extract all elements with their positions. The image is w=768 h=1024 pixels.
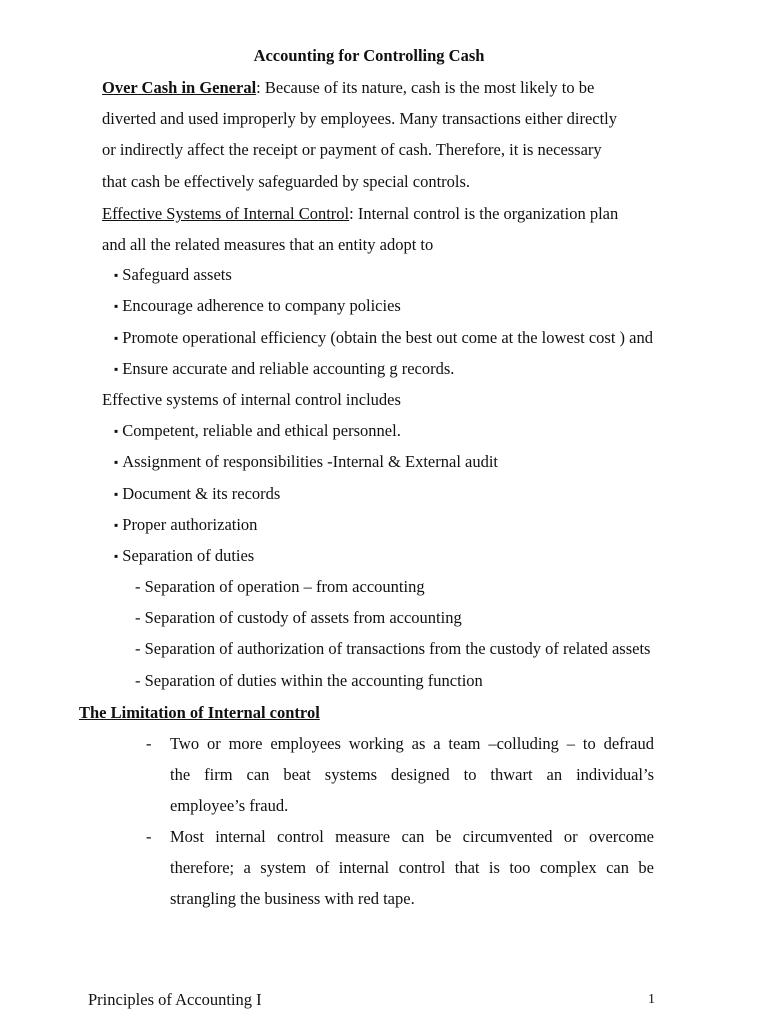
limitation-item-line: strangling the business with red tape. (170, 889, 415, 908)
limitation-item-line: employee’s fraud. (170, 796, 289, 815)
sub-item: - Separation of duties within the accounting function (135, 671, 483, 690)
limitation-item-line: Most internal control measure can be circumvented or overcome (170, 827, 654, 846)
bullet-item: ▪ Safeguard assets (114, 265, 232, 286)
page-number: 1 (648, 992, 655, 1007)
limitation-item-line: the firm can beat systems designed to thwart an individual’s (170, 765, 654, 784)
dash-marker: - (146, 734, 152, 753)
section-cash-in-general-line-1 (102, 78, 594, 98)
sub-item: - Separation of custody of assets from accounting (135, 608, 462, 627)
sub-item: - Separation of operation – from accounting (135, 577, 425, 596)
paragraph-line: Effective systems of internal control includes (102, 390, 401, 409)
footer-course-title: Principles of Accounting I (88, 990, 262, 1009)
bullet-item: ▪ Encourage adherence to company policies (114, 296, 401, 317)
section-heading-limitation: The Limitation of Internal control (79, 703, 320, 722)
paragraph-line: that cash be effectively safeguarded by special controls. (102, 172, 471, 191)
bullet-item: ▪ Ensure accurate and reliable accounting g records. (114, 359, 454, 380)
paragraph-line: or indirectly affect the receipt or payment of cash. Therefore, it is necessary (102, 140, 602, 159)
bullet-item: ▪ Assignment of responsibilities -Internal & External audit (114, 452, 498, 473)
paragraph-line: diverted and used improperly by employees. Many transactions either directly (102, 109, 618, 128)
section-heading-internal-control: Effective Systems of Internal Control (102, 204, 350, 223)
bullet-item: ▪ Separation of duties (114, 546, 254, 567)
sub-item: - Separation of authorization of transactions from the custody of related assets (135, 639, 651, 658)
paragraph-text: : Internal control is the organization plan (349, 204, 619, 223)
dash-marker: - (146, 827, 152, 846)
bullet-item: ▪ Competent, reliable and ethical personnel. (114, 421, 401, 442)
section-heading-cash-in-general: Over Cash in General (102, 78, 257, 97)
page-title: Accounting for Controlling Cash (253, 46, 485, 65)
paragraph-line: and all the related measures that an entity adopt to (102, 235, 434, 254)
limitation-item-line: therefore; a system of internal control that is too complex can be (170, 858, 654, 877)
paragraph-text: : Because of its nature, cash is the most likely to be (256, 78, 595, 97)
bullet-item: ▪ Document & its records (114, 484, 280, 505)
bullet-item: ▪ Promote operational efficiency (obtain the best out come at the lowest cost ) and (114, 328, 653, 349)
bullet-item: ▪ Proper authorization (114, 515, 257, 536)
section-internal-control-line-1 (102, 204, 618, 224)
limitation-item-line: Two or more employees working as a team –colluding – to defraud (170, 734, 654, 753)
